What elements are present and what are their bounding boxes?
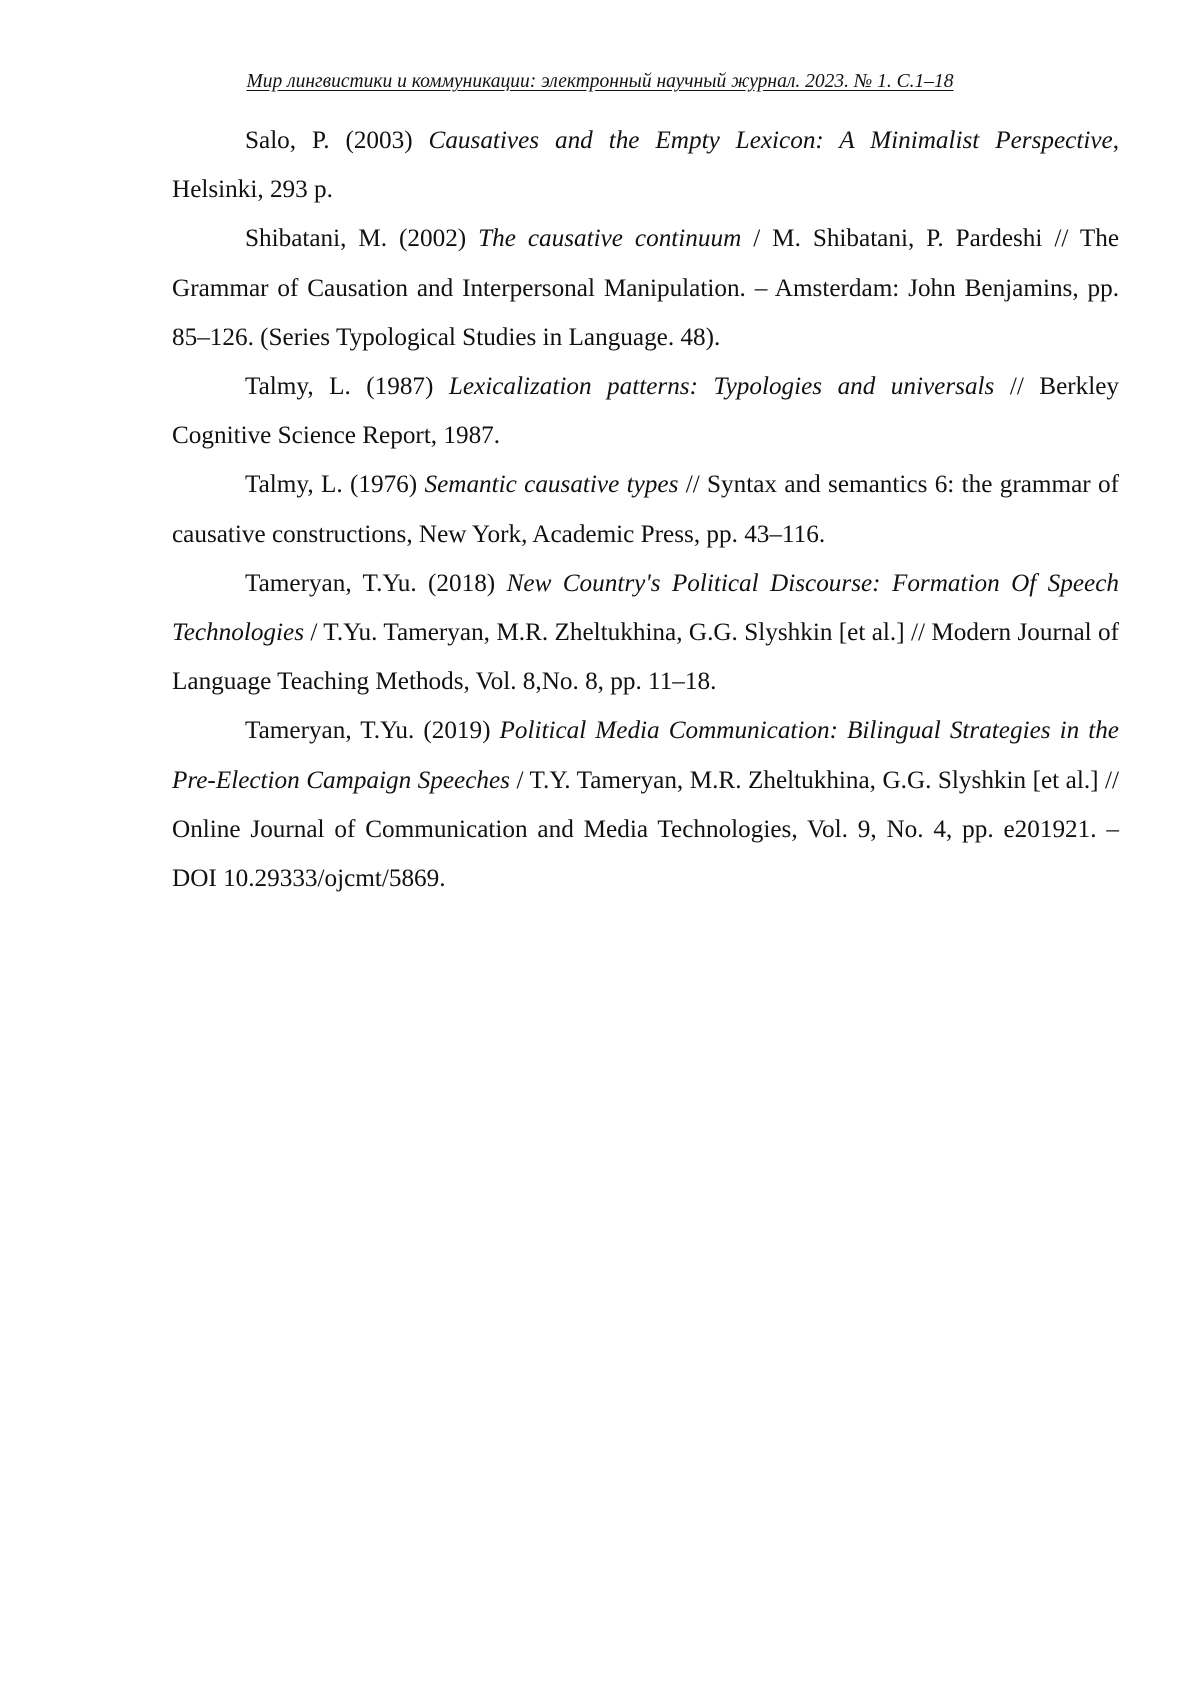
reference-entry <box>172 559 1119 707</box>
running-header: Мир лингвистики и коммуникации: электронный научный журнал. 2023. № 1. С.1–18 <box>246 71 954 92</box>
reference-text: Shibatani, M. (2002) <box>245 225 479 253</box>
reference-title: Political Media Communication: Bilingual Strategies in the Pre-Election Campaign Speeches <box>172 717 1119 794</box>
reference-text: / T.Yu. Tameryan, M.R. Zheltukhina, G.G. Slyshkin [et al.] // Modern Journal of Language Teaching Methods, Vol. 8,No. 8, pp. 11–18. <box>172 619 1119 696</box>
reference-entry <box>172 116 1119 214</box>
reference-text: / M. Shibatani, P. Pardeshi // The Grammar of Causation and Interpersonal Manipulation. – Amsterdam: John Benjamins, pp. 85–126. (Series Typological Studies in Language. 48). <box>172 225 1119 351</box>
reference-title: Semantic causative types <box>424 471 679 499</box>
reference-title: Causatives and the Empty Lexicon: A Minimalist Perspective <box>428 127 1113 154</box>
reference-text: Salo, P. (2003) <box>245 127 429 154</box>
reference-text: Tameryan, T.Yu. (2019) <box>245 717 500 745</box>
reference-entry <box>172 214 1119 362</box>
reference-text: // Berkley Cognitive Science Report, 1987. <box>172 373 1120 450</box>
reference-text: Tameryan, T.Yu. (2018) <box>245 569 507 597</box>
reference-text: // Syntax and semantics 6: the grammar of causative constructions, New York, Academic Press, pp. 43–116. <box>172 471 1119 548</box>
reference-text: Talmy, L. (1976) <box>245 471 425 499</box>
reference-entry <box>172 362 1119 460</box>
reference-entry <box>172 460 1119 558</box>
reference-title: Lexicalization patterns: Typologies and universals <box>448 373 995 401</box>
reference-text: Talmy, L. (1987) <box>245 373 449 401</box>
reference-title: New Country's Political Discourse: Formation Of Speech Technologies <box>172 569 1119 647</box>
reference-text: , Helsinki, 293 p. <box>172 127 1119 204</box>
reference-title: The causative continuum <box>478 225 742 253</box>
reference-list <box>172 116 1119 903</box>
reference-text: / T.Y. Tameryan, M.R. Zheltukhina, G.G. Slyshkin [et al.] // Online Journal of Communication and Media Technologies, Vol. 9, No. 4, pp. e201921. – DOI 10.29333/ojcmt/5869. <box>172 766 1119 893</box>
reference-entry <box>172 706 1119 903</box>
